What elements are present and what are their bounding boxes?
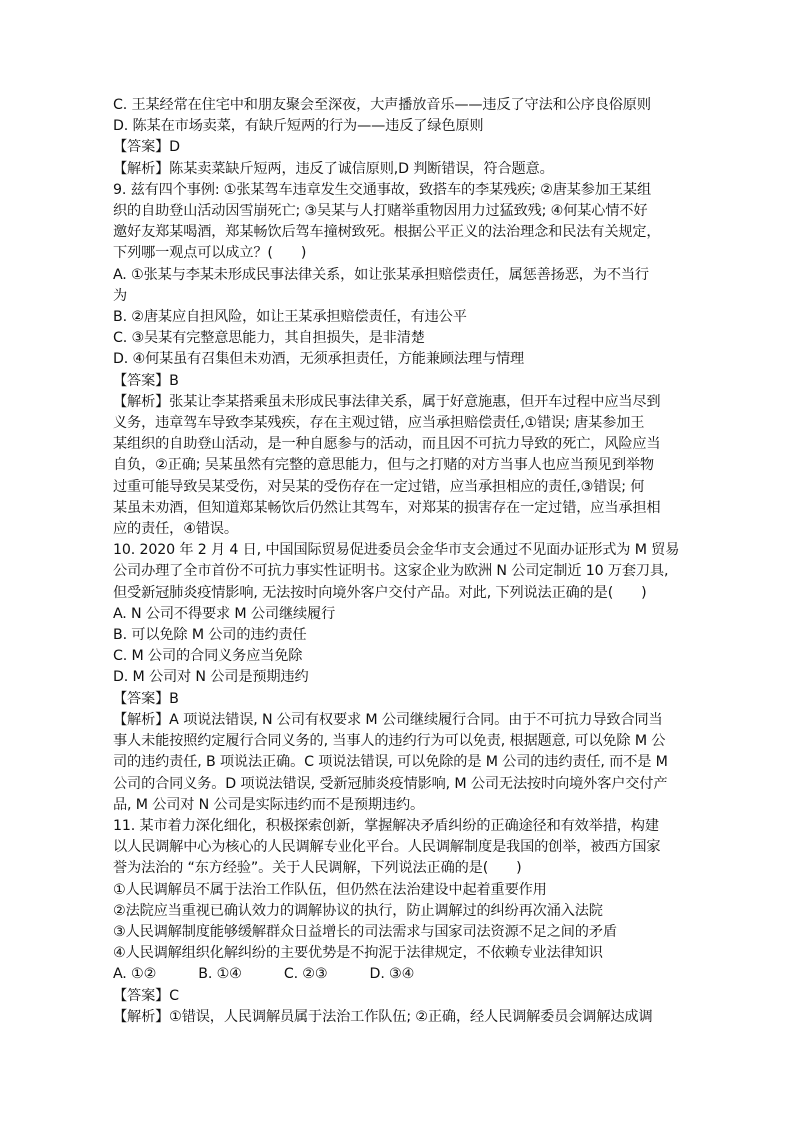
text-line: 9. 兹有四个事例: ①张某驾车违章发生交通事故，致搭车的李某残疾; ②唐某参加王某组 — [113, 181, 651, 198]
text-line: A. ①② B. ①④ C. ②③ D. ③④ — [113, 966, 415, 983]
text-line: 品, M 公司对 N 公司是实际违约而不是预期违约。 — [113, 796, 425, 813]
text-line: B. ②唐某应自担风险，如让王某承担赔偿责任，有违公平 — [113, 309, 467, 326]
text-line: 【解析】陈某卖菜缺斤短两，违反了诚信原则,D 判断错误，符合题意。 — [113, 160, 554, 177]
text-line: ②法院应当重视已确认效力的调解协议的执行，防止调解过的纠纷再次涌入法院 — [113, 902, 603, 919]
text-line: 誉为法治的 “东方经验”。关于人民调解，下列说法正确的是( ) — [113, 860, 522, 877]
text-line: 【答案】C — [113, 987, 179, 1004]
text-line: 但受新冠肺炎疫情影响, 无法按时向境外客户交付产品。对此, 下列说法正确的是( ) — [113, 584, 647, 601]
text-line: 过重可能导致吴某受伤，对吴某的受伤存在一定过错，应当承担相应的责任,③错误; 何 — [113, 478, 645, 495]
text-line: A. ①张某与李某未形成民事法律关系，如让张某承担赔偿责任，属惩善扬恶，为不当行 — [113, 266, 649, 283]
text-line: C. 王某经常在住宅中和朋友聚会至深夜，大声播放音乐——违反了守法和公序良俗原则 — [113, 97, 651, 113]
text-line: D. M 公司对 N 公司是预期违约 — [113, 669, 309, 686]
text-line: D. ④何某虽有召集但未劝酒，无须承担责任，方能兼顾法理与情理 — [113, 351, 525, 368]
text-line: A. N 公司不得要求 M 公司继续履行 — [113, 605, 336, 622]
text-line: 【答案】B — [113, 690, 179, 707]
text-line: ③人民调解制度能够缓解群众日益增长的司法需求与国家司法资源不足之间的矛盾 — [113, 923, 617, 940]
text-line: 【答案】D — [113, 139, 180, 156]
text-line: 10. 2020 年 2 月 4 日, 中国国际贸易促进委员会金华市支会通过不见面办证形式为 M 贸易 — [113, 542, 680, 559]
text-line: 某组织的自助登山活动，是一种自愿参与的活动，而且因不可抗力导致的死亡，风险应当 — [113, 436, 661, 453]
text-line: 下列哪一观点可以成立？( ) — [113, 245, 307, 262]
text-line: 某虽未劝酒，但知道郑某畅饮后仍然让其驾车，对郑某的损害存在一定过错，应当承担相 — [113, 499, 661, 516]
text-line: 以人民调解中心为核心的人民调解专业化平台。人民调解制度是我国的创举，被西方国家 — [113, 839, 661, 856]
text-line: B. 可以免除 M 公司的违约责任 — [113, 627, 307, 644]
text-line: 司的违约责任, B 项说法正确。C 项说法错误, 可以免除的是 M 公司的违约责任, 而不是 M — [113, 754, 668, 771]
text-line: 公司的合同义务。D 项说法错误, 受新冠肺炎疫情影响, M 公司无法按时向境外客户交付产 — [113, 775, 668, 792]
text-line: 【解析】A 项说法错误, N 公司有权要求 M 公司继续履行合同。由于不可抗力导致合同当 — [113, 711, 663, 728]
text-line: 应的责任，④错误。 — [113, 521, 238, 538]
text-line: 【解析】张某让李某搭乘虽未形成民事法律关系，属于好意施惠，但开车过程中应当尽到 — [113, 393, 661, 410]
text-line: C. M 公司的合同义务应当免除 — [113, 648, 303, 665]
text-line: 11. 某市着力深化细化，积极探索创新，掌握解决矛盾纠纷的正确途径和有效举措，构建 — [113, 817, 659, 834]
text-line: D. 陈某在市场卖菜，有缺斤短两的行为——违反了绿色原则 — [113, 118, 484, 135]
text-line: 【解析】①错误，人民调解员属于法治工作队伍; ②正确，经人民调解委员会调解达成调 — [113, 1008, 653, 1025]
text-line: 自负，②正确; 吴某虽然有完整的意思能力，但与之打赌的对方当事人也应当预见到举物 — [113, 457, 654, 474]
text-line: 为 — [113, 287, 128, 304]
text-line: 邀好友郑某喝酒，郑某畅饮后驾车撞树致死。根据公平正义的法治理念和民法有关规定， — [113, 224, 661, 241]
text-line: ①人民调解员不属于法治工作队伍，但仍然在法治建设中起着重要作用 — [113, 881, 547, 898]
text-line: 事人未能按照约定履行合同义务的, 当事人的违约行为可以免责, 根据题意, 可以免除 M 公 — [113, 733, 666, 750]
text-line: 织的自助登山活动因雪崩死亡; ③吴某与人打赌举重物因用力过猛致残; ④何某心情不好 — [113, 203, 648, 220]
text-line: 公司办理了全市首份不可抗力事实性证明书。这家企业为欧洲 N 公司定制近 10 万套刀具, — [113, 563, 669, 580]
text-line: 义务，违章驾车导致李某残疾，存在主观过错，应当承担赔偿责任,①错误; 唐某参加王 — [113, 415, 645, 432]
text-line: C. ③吴某有完整意思能力，其自担损失，是非清楚 — [113, 330, 425, 347]
text-line: ④人民调解组织化解纠纷的主要优势是不拘泥于法律规定，不依赖专业法律知识 — [113, 945, 603, 962]
text-line: 【答案】B — [113, 372, 179, 389]
